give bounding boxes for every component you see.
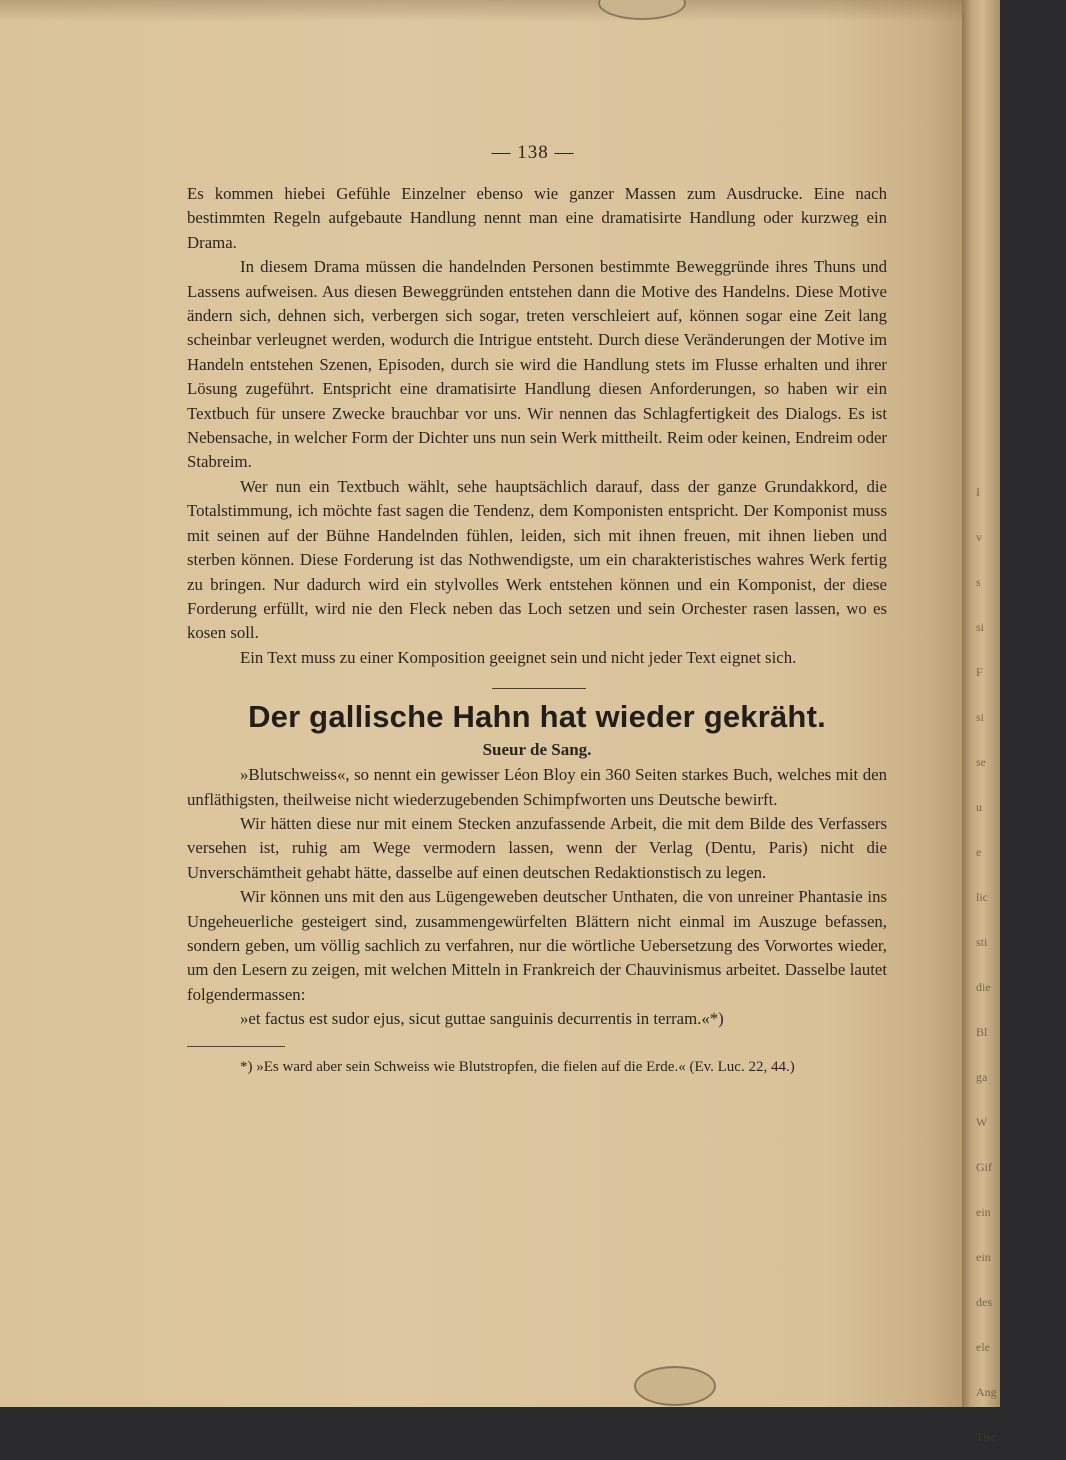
spine-fragment: s xyxy=(976,575,981,589)
spine-fragment: W xyxy=(976,1115,988,1129)
paragraph: Ein Text muss zu einer Komposition geeignet sein und nicht jeder Text eignet sich. xyxy=(240,647,797,667)
spine-fragment: se xyxy=(976,755,986,769)
spine-fragment: e xyxy=(976,845,982,859)
spine-fragment: Bl xyxy=(976,1025,988,1039)
spine-fragment: sti xyxy=(976,935,988,949)
paragraph: Wir hätten diese nur mit einem Stecken anzufassende Arbeit, die mit dem Bilde des Verfassers versehen ist, ruhig am Wege vermodern lassen, wenn der Verlag (Dentu, Paris) nicht die Unverschämtheit gehabt hätte, dasselbe auf einen deutschen Redaktionstisch zu legen. xyxy=(187,813,887,882)
article-subtitle: Sueur de Sang. xyxy=(482,740,592,760)
spine-fragment: die xyxy=(976,980,991,994)
article-title: Der gallische Hahn hat wieder gekräht. xyxy=(248,699,826,735)
section-divider xyxy=(492,688,586,689)
binding-clip-bottom xyxy=(634,1366,716,1406)
page-content xyxy=(187,182,887,1078)
footnote: *) »Es ward aber sein Schweiss wie Blutstropfen, die fielen auf die Erde.« (Ev. Luc. 22, 44.) xyxy=(240,1058,795,1075)
spine-fragment: ein xyxy=(976,1205,991,1219)
spine-fragment: ein xyxy=(976,1250,991,1264)
spine-fragment: si xyxy=(976,620,985,634)
spine-fragment: ele xyxy=(976,1340,990,1354)
paragraph: Wer nun ein Textbuch wählt, sehe hauptsächlich darauf, dass der ganze Grundakkord, die Totalstimmung, ich möchte fast sagen die Tendenz, dem Komponisten entspricht. Der Komponist muss mit seinen auf der Bühne Handelnden fühlen, leiden, sich mit ihnen freuen, mit ihnen lieben und sterben können. Diese Forderung ist das Nothwendigste, um ein charakteristisches wahres Werk fertig zu bringen. Nur dadurch wird ein stylvolles Werk entstehen können und ein Komponist, der diese Forderung erfüllt, wird nie den Fleck neben das Loch setzen und sein Orchester rasen lassen, wo es kosen soll. xyxy=(187,476,887,643)
spine-fragment: Ang xyxy=(976,1385,997,1399)
paragraph: In diesem Drama müssen die handelnden Personen bestimmte Beweggründe ihres Thuns und Lassens aufweisen. Aus diesen Beweggründen entstehen dann die Motive des Handelns. Diese Motive ändern sich, dehnen sich, verbergen sich sogar, treten verschleiert auf, können sogar eine Zeit lang scheinbar verleugnet werden, wodurch die Intrigue entsteht. Durch diese Veränderungen der Motive im Handeln entstehen Szenen, Episoden, durch sie wird die Handlung stets im Flusse erhalten und ihrer Lösung zugeführt. Entspricht eine dramatisirte Handlung diesen Anforderungen, so haben wir ein Textbuch für unsere Zwecke brauchbar vor uns. Wir nennen das Schlagfertigkeit des Dialogs. Es ist Nebensache, in welcher Form der Dichter uns nun sein Werk mittheilt. Reim oder keinen, Endreim oder Stabreim. xyxy=(187,257,887,472)
footnote-divider xyxy=(187,1046,285,1047)
next-page-edge xyxy=(962,0,1000,1444)
next-page-text-fragments xyxy=(976,470,1000,1460)
spine-fragment: des xyxy=(976,1295,992,1309)
paragraph: Es kommen hiebei Gefühle Einzelner ebenso wie ganzer Massen zum Ausdrucke. Eine nach bestimmten Regeln aufgebaute Handlung nennt man eine dramatisirte Handlung oder kurzweg ein Drama. xyxy=(187,184,887,252)
spine-fragment: Tisc xyxy=(976,1430,997,1444)
quote-line: »et factus est sudor ejus, sicut guttae sanguinis decurrentis in terram.«*) xyxy=(240,1009,724,1029)
spine-fragment: u xyxy=(976,800,982,814)
paragraph: Wir können uns mit den aus Lügengeweben deutscher Unthaten, die von unreiner Phantasie ins Ungeheuerliche gesteigert sind, zusammengewürfelten Blättern nicht einmal im Auszuge befassen, sondern geben, um völlig sachlich zu verfahren, nur die wörtliche Uebersetzung des Vorwortes wieder, um den Lesern zu zeigen, mit welchen Mitteln in Frankreich der Chauvinismus arbeitet. Dasselbe lautet folgendermassen: xyxy=(187,887,887,1004)
spine-fragment: v xyxy=(976,530,982,544)
spine-fragment: ga xyxy=(976,1070,988,1084)
paragraph: »Blutschweiss«, so nennt ein gewisser Léon Bloy ein 360 Seiten starkes Buch, welches mit den unfläthigsten, theilweise nicht wiederzugebenden Schimpfworten uns Deutsche bewirft. xyxy=(187,765,887,809)
spine-fragment: F xyxy=(976,665,983,679)
page-top-shadow xyxy=(0,0,968,22)
spine-fragment: si xyxy=(976,710,985,724)
spine-fragment: I xyxy=(976,485,980,499)
spine-fragment: lic xyxy=(976,890,988,904)
spine-fragment: Gif xyxy=(976,1160,992,1174)
page-number: — 138 — xyxy=(491,142,575,163)
